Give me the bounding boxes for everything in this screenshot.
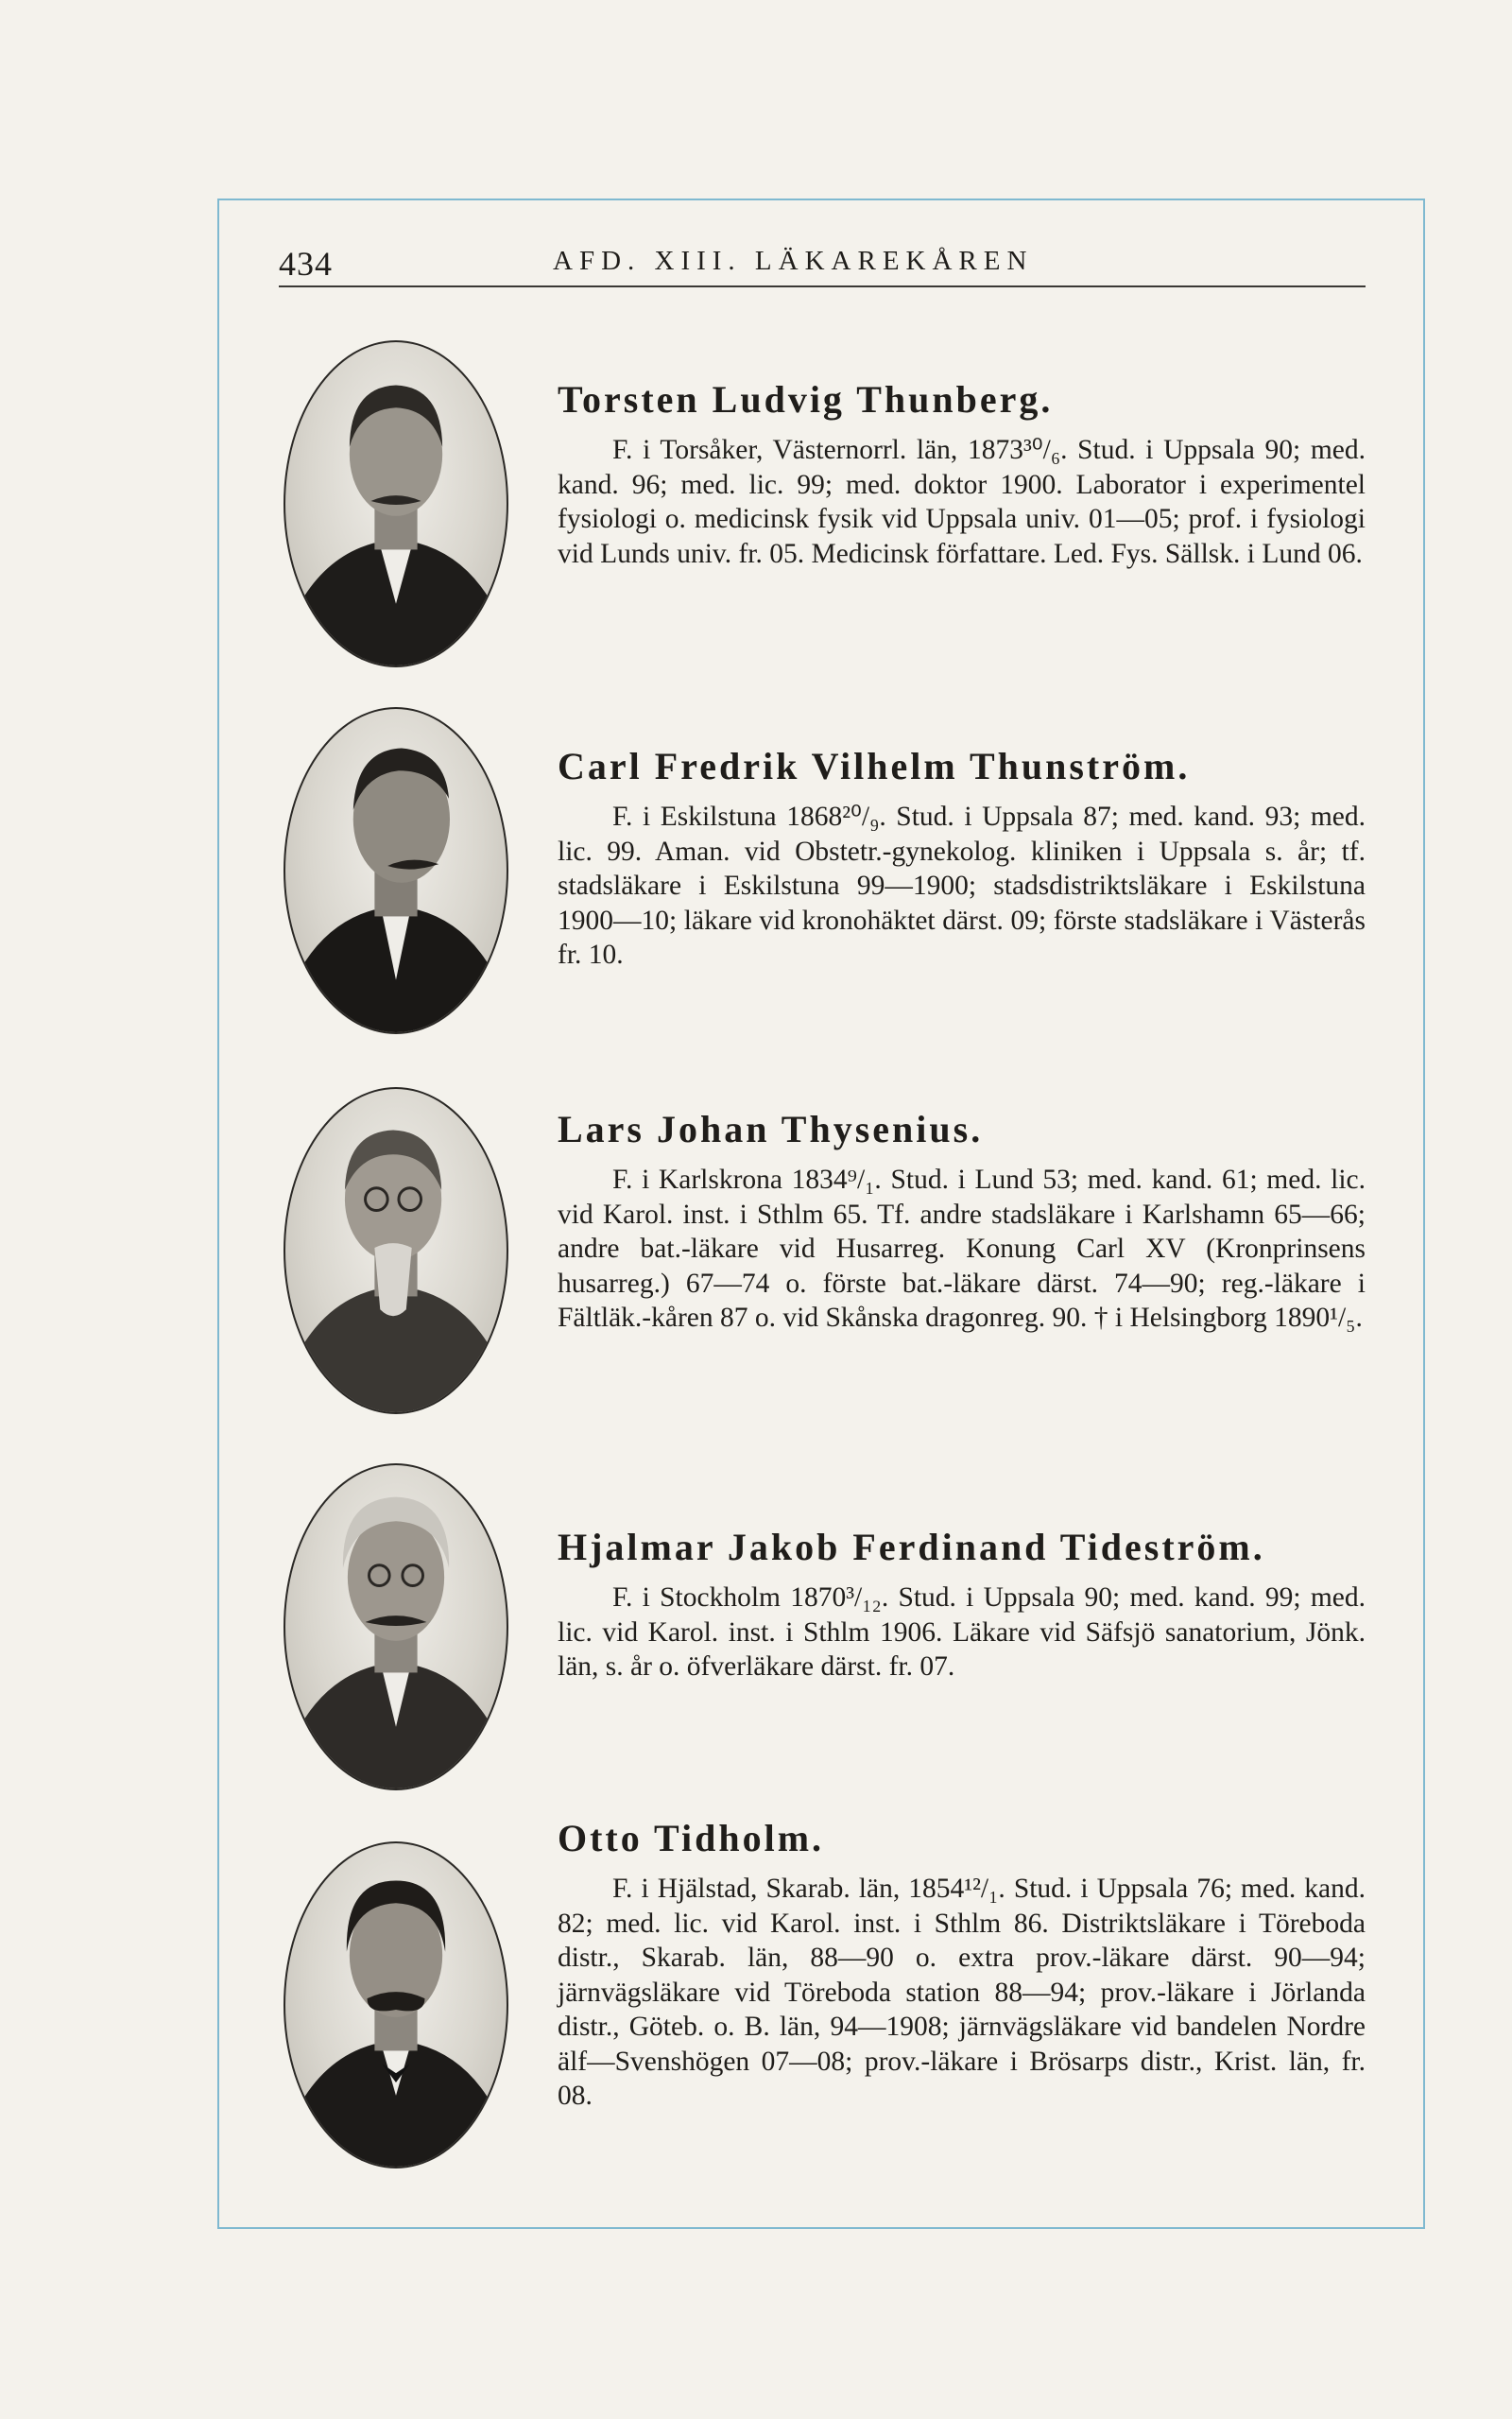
person-bio: F. i Eskilstuna 1868²⁰/₉. Stud. i Uppsala 87; med. kand. 93; med. lic. 99. Aman. vid Obstetr.-gynekolog. kliniken i Uppsala s. år; tf. stadsläkare i Eskilstuna 99—1900; stadsdistriktsläkare i Eskilstuna 1900—10; läkare vid kronohäktet därst. 09; förste stadsläkare i Västerås fr. 10. xyxy=(558,802,1366,970)
person-name: Torsten Ludvig Thunberg. xyxy=(558,378,1054,421)
entry-text xyxy=(558,1108,1366,1336)
portrait-photo xyxy=(284,1841,508,2168)
person-name: Hjalmar Jakob Ferdinand Tideström. xyxy=(558,1526,1265,1568)
person-bio: F. i Karlskrona 1834⁹/₁. Stud. i Lund 53; med. kand. 61; med. lic. vid Karol. inst. i Sthlm 65. Tf. andre stadsläkare i Karlshamn 65—66; andre bat.-läkare vid Husarreg. Konung Carl XV (Kronprinsens husarreg.) 67—74 o. förste bat.-läkare därst. 74—90; reg.-läkare i Fältläk.-kåren 87 o. vid Skånska dragonreg. 90. † i Helsingborg 1890¹/₅. xyxy=(558,1165,1366,1333)
entry-text xyxy=(558,378,1366,571)
entry-text xyxy=(558,745,1366,973)
portrait-photo xyxy=(284,340,508,667)
page-number: 434 xyxy=(279,245,333,283)
person-bio: F. i Torsåker, Västernorrl. län, 1873³⁰/₆. Stud. i Uppsala 90; med. kand. 96; med. lic. 99; med. doktor 1900. Laborator i experimentel fysiologi o. medicinsk fysik vid Uppsala univ. 01—05; prof. i fysiologi vid Lunds univ. fr. 05. Medicinsk författare. Led. Fys. Sällsk. i Lund 06. xyxy=(558,435,1366,569)
portrait-photo xyxy=(284,1463,508,1790)
entry-text xyxy=(558,1526,1366,1685)
portrait-photo xyxy=(284,707,508,1034)
person-bio: F. i Stockholm 1870³/₁₂. Stud. i Uppsala 90; med. kand. 99; med. lic. vid Karol. inst. i Sthlm 1906. Läkare vid Säfsjö sanatorium, Jönk. län, s. år o. öfverläkare därst. fr. 07. xyxy=(558,1582,1366,1682)
running-head: AFD. XIII. LÄKAREKÅREN xyxy=(553,246,1034,276)
portrait-photo xyxy=(284,1087,508,1414)
page-header xyxy=(279,244,1366,287)
person-name: Otto Tidholm. xyxy=(558,1817,825,1859)
entry-text xyxy=(558,1817,1366,2114)
person-bio: F. i Hjälstad, Skarab. län, 1854¹²/₁. Stud. i Uppsala 76; med. kand. 82; med. lic. vid Karol. inst. i Sthlm 86. Distriktsläkare i Töreboda distr., Skarab. län, 88—90 o. extra prov.-läkare därst. 90—94; järnvägsläkare vid Töreboda station 88—94; prov.-läkare i Jörlanda distr., Göteb. o. B. län, 94—1908; järnvägsläkare vid bandelen Nordre älf—Svenshögen 07—08; prov.-läkare i Brösarps distr., Krist. län, fr. 08. xyxy=(558,1874,1366,2111)
person-name: Lars Johan Thysenius. xyxy=(558,1108,984,1150)
person-name: Carl Fredrik Vilhelm Thunström. xyxy=(558,745,1191,787)
